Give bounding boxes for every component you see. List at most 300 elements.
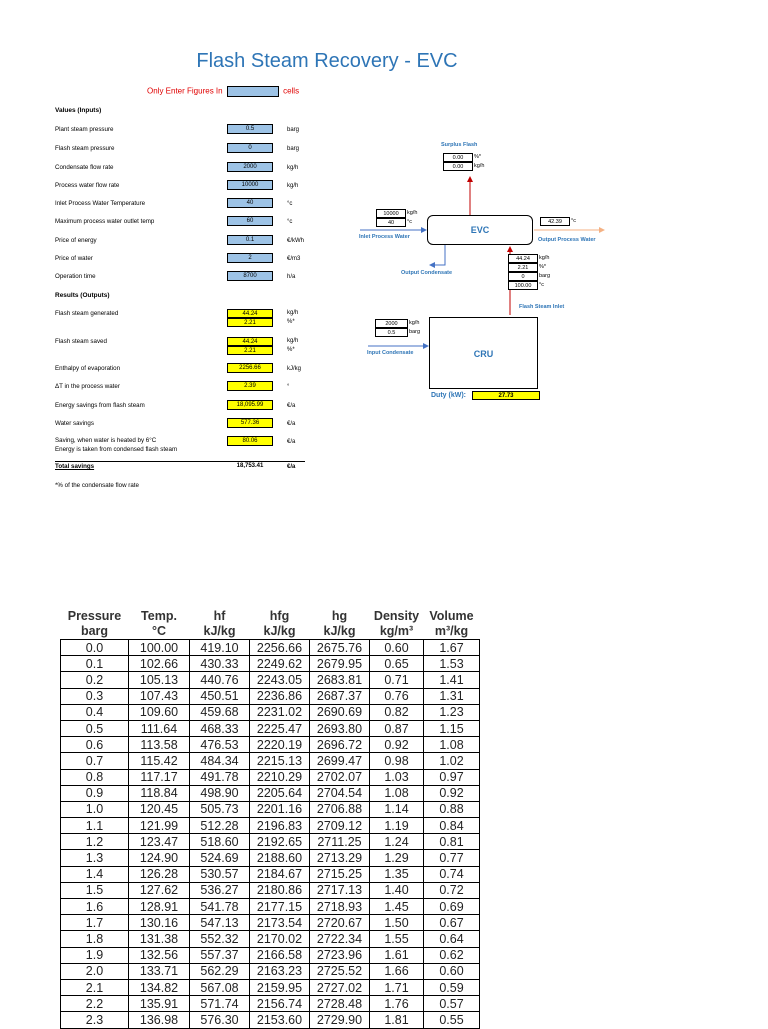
table-cell: 0.67 (424, 915, 480, 931)
table-cell: 576.30 (190, 1012, 250, 1028)
cru-unit: CRU (429, 317, 538, 389)
table-cell: 419.10 (190, 640, 250, 656)
unit-process-water-flow: kg/h (287, 183, 299, 189)
input-plant-steam-pressure[interactable]: 0.5 (227, 124, 273, 134)
table-cell: 1.6 (61, 899, 129, 915)
input-label-plant-steam-pressure: Plant steam pressure (55, 126, 114, 133)
table-cell: 100.00 (129, 640, 190, 656)
flash-inlet-temp-unit: °c (539, 282, 544, 288)
table-cell: 0.59 (424, 979, 480, 995)
input-condensate-flow-unit: kg/h (409, 320, 420, 326)
unit-total: €/a (287, 464, 296, 470)
table-cell: 128.91 (129, 899, 190, 915)
unit-flash-steam-pressure: barg (287, 146, 300, 152)
table-row (61, 672, 480, 688)
table-cell: 562.29 (190, 963, 250, 979)
table-cell: 118.84 (129, 785, 190, 801)
table-cell: 1.03 (370, 769, 424, 785)
table-cell: 1.1 (61, 818, 129, 834)
table-cell: 2249.62 (250, 656, 310, 672)
table-cell: 505.73 (190, 801, 250, 817)
result-flash-saved-kgh: 44.24 (227, 337, 273, 346)
unit-max-outlet-temp: °c (287, 219, 293, 225)
input-operation-time[interactable]: 8700 (227, 271, 273, 281)
table-cell: 0.64 (424, 931, 480, 947)
flash-inlet-kgh: 44.24 (508, 254, 538, 263)
table-cell: 105.13 (129, 672, 190, 688)
header-hf-unit: kJ/kg (203, 624, 236, 638)
table-cell: 2706.88 (310, 801, 370, 817)
unit-flash-saved-kgh: kg/h (287, 338, 299, 344)
duty-value: 27.73 (472, 391, 540, 400)
table-cell: 498.90 (190, 785, 250, 801)
table-cell: 2166.58 (250, 947, 310, 963)
table-row (61, 931, 480, 947)
unit-operation-time: h/a (287, 274, 296, 280)
table-cell: 1.02 (424, 753, 480, 769)
output-water-label: Output Process Water (538, 237, 596, 243)
table-cell: 0.8 (61, 769, 129, 785)
table-row (61, 834, 480, 850)
steam-table (60, 609, 480, 1029)
table-cell: 131.38 (129, 931, 190, 947)
flash-inlet-barg: 0 (508, 272, 538, 281)
table-row (61, 979, 480, 995)
input-label-inlet-water-temp: Inlet Process Water Temperature (55, 200, 146, 207)
table-cell: 1.5 (61, 882, 129, 898)
table-cell: 0.81 (424, 834, 480, 850)
table-cell: 115.42 (129, 753, 190, 769)
unit-flash-generated-pct: %* (287, 319, 295, 325)
table-cell: 2729.90 (310, 1012, 370, 1028)
result-flash-generated-pct: 2.21 (227, 318, 273, 327)
table-cell: 107.43 (129, 688, 190, 704)
table-cell: 0.84 (424, 818, 480, 834)
unit-enthalpy: kJ/kg (287, 366, 302, 372)
table-cell: 111.64 (129, 720, 190, 736)
input-condensate-flow-value: 2000 (375, 319, 408, 328)
header-temp-unit: °C (151, 624, 167, 638)
table-cell: 2153.60 (250, 1012, 310, 1028)
table-cell: 1.53 (424, 656, 480, 672)
table-cell: 547.13 (190, 915, 250, 931)
table-cell: 0.76 (370, 688, 424, 704)
table-row (61, 753, 480, 769)
table-cell: 1.15 (424, 720, 480, 736)
table-cell: 0.1 (61, 656, 129, 672)
unit-flash-saved-pct: %* (287, 347, 295, 353)
page-title: Flash Steam Recovery - EVC (196, 50, 458, 72)
table-cell: 0.5 (61, 720, 129, 736)
flash-inlet-pct-unit: %* (539, 264, 547, 270)
table-cell: 2725.52 (310, 963, 370, 979)
table-cell: 0.72 (424, 882, 480, 898)
table-cell: 2210.29 (250, 769, 310, 785)
result-flash-generated-kgh: 44.24 (227, 309, 273, 318)
result-enthalpy: 2256.66 (227, 363, 273, 373)
result-label-enthalpy: Enthalpy of evaporation (55, 365, 121, 372)
table-cell: 2728.48 (310, 996, 370, 1012)
table-cell: 2713.29 (310, 850, 370, 866)
input-condensate-label: Input Condensate (367, 350, 414, 356)
table-row (61, 899, 480, 915)
table-cell: 2679.95 (310, 656, 370, 672)
table-cell: 127.62 (129, 882, 190, 898)
header-volume: Volume (429, 609, 474, 623)
output-water-temp-unit: °c (571, 218, 576, 224)
table-cell: 124.90 (129, 850, 190, 866)
table-cell: 567.08 (190, 979, 250, 995)
result-energy-savings: 18,095.99 (227, 400, 273, 410)
table-cell: 459.68 (190, 704, 250, 720)
table-cell: 0.88 (424, 801, 480, 817)
table-row (61, 656, 480, 672)
input-note (147, 86, 299, 97)
header-pressure: Pressure (67, 609, 122, 623)
table-cell: 2718.93 (310, 899, 370, 915)
table-cell: 2696.72 (310, 737, 370, 753)
steam-table-body (61, 640, 480, 1029)
table-cell: 541.78 (190, 899, 250, 915)
input-label-operation-time: Operation time (55, 273, 96, 280)
table-cell: 430.33 (190, 656, 250, 672)
table-cell: 0.6 (61, 737, 129, 753)
note-text-after: cells (283, 86, 300, 96)
output-condensate-arrow (430, 245, 445, 265)
table-cell: 109.60 (129, 704, 190, 720)
table-row (61, 688, 480, 704)
table-cell: 2236.86 (250, 688, 310, 704)
result-label-total: Total savings (55, 463, 95, 470)
result-saving-heated: 80.06 (227, 436, 273, 446)
table-cell: 0.4 (61, 704, 129, 720)
table-cell: 1.14 (370, 801, 424, 817)
table-row (61, 850, 480, 866)
result-label-water-savings: Water savings (55, 420, 94, 427)
inlet-water-flow-unit: kg/h (407, 210, 418, 216)
table-cell: 491.78 (190, 769, 250, 785)
table-cell: 1.61 (370, 947, 424, 963)
table-cell: 1.35 (370, 866, 424, 882)
header-hf: hf (213, 609, 226, 623)
table-cell: 1.55 (370, 931, 424, 947)
result-label-energy-savings: Energy savings from flash steam (55, 402, 145, 409)
table-cell: 1.4 (61, 866, 129, 882)
table-row (61, 785, 480, 801)
steam-table-header-row-1 (61, 609, 480, 624)
table-cell: 123.47 (129, 834, 190, 850)
result-total: 18,753.41 (236, 463, 264, 469)
table-cell: 0.97 (424, 769, 480, 785)
table-cell: 1.40 (370, 882, 424, 898)
header-volume-unit: m³/kg (434, 624, 469, 638)
table-cell: 1.45 (370, 899, 424, 915)
table-cell: 0.98 (370, 753, 424, 769)
table-cell: 1.8 (61, 931, 129, 947)
inlet-water-temp: 40 (376, 218, 406, 227)
unit-inlet-water-temp: °c (287, 201, 293, 207)
note-text-before: Only Enter Figures In (147, 86, 223, 96)
table-cell: 552.32 (190, 931, 250, 947)
surplus-flash-pct: 0.00 (443, 153, 473, 162)
table-row (61, 915, 480, 931)
table-cell: 136.98 (129, 1012, 190, 1028)
results-heading: Results (Outputs) (55, 292, 110, 299)
table-cell: 0.69 (424, 899, 480, 915)
flash-inlet-pct: 2.21 (508, 263, 538, 272)
input-condensate-pressure: 0.5 (375, 328, 408, 337)
table-cell: 2704.54 (310, 785, 370, 801)
table-cell: 1.81 (370, 1012, 424, 1028)
table-row (61, 882, 480, 898)
table-cell: 133.71 (129, 963, 190, 979)
table-cell: 0.3 (61, 688, 129, 704)
input-price-water[interactable]: 2 (227, 253, 273, 263)
result-label-delta-t: ΔT in the process water (55, 383, 120, 390)
table-cell: 0.92 (370, 737, 424, 753)
unit-energy-savings: €/a (287, 403, 296, 409)
table-cell: 2180.86 (250, 882, 310, 898)
table-cell: 1.50 (370, 915, 424, 931)
table-cell: 2690.69 (310, 704, 370, 720)
table-cell: 2717.13 (310, 882, 370, 898)
table-cell: 2720.67 (310, 915, 370, 931)
duty-label: Duty (kW): (431, 392, 466, 399)
input-label-price-water: Price of water (55, 255, 93, 262)
table-cell: 1.67 (424, 640, 480, 656)
surplus-flash-kgh: 0.00 (443, 162, 473, 171)
table-cell: 120.45 (129, 801, 190, 817)
table-cell: 0.87 (370, 720, 424, 736)
table-cell: 126.28 (129, 866, 190, 882)
table-cell: 2201.16 (250, 801, 310, 817)
table-cell: 2156.74 (250, 996, 310, 1012)
table-cell: 0.0 (61, 640, 129, 656)
table-cell: 2.3 (61, 1012, 129, 1028)
table-cell: 468.33 (190, 720, 250, 736)
table-cell: 440.76 (190, 672, 250, 688)
table-cell: 0.65 (370, 656, 424, 672)
table-cell: 484.34 (190, 753, 250, 769)
table-cell: 1.08 (370, 785, 424, 801)
table-cell: 2205.64 (250, 785, 310, 801)
table-cell: 2.0 (61, 963, 129, 979)
table-cell: 0.71 (370, 672, 424, 688)
input-cell-swatch (227, 86, 279, 97)
table-cell: 0.60 (370, 640, 424, 656)
result-flash-saved-pct: 2.21 (227, 346, 273, 355)
result-label-saving-heated-2: Energy is taken from condensed flash steam (55, 446, 178, 453)
table-cell: 0.74 (424, 866, 480, 882)
table-cell: 1.29 (370, 850, 424, 866)
input-max-outlet-temp[interactable]: 60 (227, 216, 273, 226)
input-label-max-outlet-temp: Maximum process water outlet temp (55, 218, 155, 225)
table-cell: 2687.37 (310, 688, 370, 704)
table-cell: 2.2 (61, 996, 129, 1012)
footnote: *% of the condensate flow rate (55, 482, 139, 489)
table-cell: 512.28 (190, 818, 250, 834)
table-cell: 2225.47 (250, 720, 310, 736)
output-condensate-label: Output Condensate (401, 270, 453, 276)
input-process-water-flow[interactable]: 10000 (227, 180, 273, 190)
input-label-process-water-flow: Process water flow rate (55, 182, 120, 189)
table-cell: 2711.25 (310, 834, 370, 850)
flash-inlet-barg-unit: barg (539, 273, 551, 279)
table-cell: 1.76 (370, 996, 424, 1012)
result-label-flash-saved: Flash steam saved (55, 338, 107, 345)
unit-condensate-flow: kg/h (287, 165, 299, 171)
table-row (61, 996, 480, 1012)
table-cell: 2188.60 (250, 850, 310, 866)
table-row (61, 818, 480, 834)
table-cell: 2184.67 (250, 866, 310, 882)
table-cell: 2702.07 (310, 769, 370, 785)
table-cell: 135.91 (129, 996, 190, 1012)
table-cell: 1.2 (61, 834, 129, 850)
result-label-flash-generated: Flash steam generated (55, 310, 119, 317)
table-cell: 2675.76 (310, 640, 370, 656)
table-cell: 2215.13 (250, 753, 310, 769)
table-row (61, 704, 480, 720)
input-price-energy[interactable]: 0.1 (227, 235, 273, 245)
table-cell: 2727.02 (310, 979, 370, 995)
table-cell: 0.60 (424, 963, 480, 979)
table-cell: 1.3 (61, 850, 129, 866)
table-cell: 450.51 (190, 688, 250, 704)
table-cell: 130.16 (129, 915, 190, 931)
table-cell: 1.9 (61, 947, 129, 963)
table-cell: 2192.65 (250, 834, 310, 850)
table-cell: 102.66 (129, 656, 190, 672)
header-hg-unit: kJ/kg (323, 624, 356, 638)
table-cell: 0.62 (424, 947, 480, 963)
input-condensate-pressure-unit: barg (409, 329, 421, 335)
total-divider (55, 461, 305, 462)
flash-inlet-label: Flash Steam Inlet (519, 304, 565, 310)
table-cell: 1.66 (370, 963, 424, 979)
table-cell: 530.57 (190, 866, 250, 882)
inlet-water-flow: 10000 (376, 209, 406, 218)
table-cell: 0.92 (424, 785, 480, 801)
table-cell: 0.7 (61, 753, 129, 769)
table-cell: 0.2 (61, 672, 129, 688)
table-cell: 1.24 (370, 834, 424, 850)
table-cell: 571.74 (190, 996, 250, 1012)
inlet-water-label: Inlet Process Water (359, 234, 410, 240)
evc-unit: EVC (427, 215, 533, 245)
table-row (61, 801, 480, 817)
header-hfg: hfg (269, 609, 290, 623)
table-cell: 1.0 (61, 801, 129, 817)
result-label-saving-heated-1: Saving, when water is heated by 6°C (55, 437, 157, 444)
table-cell: 2699.47 (310, 753, 370, 769)
input-label-price-energy: Price of energy (55, 237, 97, 244)
table-cell: 1.71 (370, 979, 424, 995)
table-row (61, 640, 480, 656)
header-density: Density (373, 609, 420, 623)
inputs-heading: Values (Inputs) (55, 107, 102, 114)
table-cell: 2159.95 (250, 979, 310, 995)
table-cell: 2723.96 (310, 947, 370, 963)
header-hg: hg (331, 609, 348, 623)
table-cell: 2173.54 (250, 915, 310, 931)
unit-price-water: €/m3 (287, 256, 301, 262)
table-cell: 524.69 (190, 850, 250, 866)
table-cell: 2722.34 (310, 931, 370, 947)
table-cell: 0.57 (424, 996, 480, 1012)
steam-table-header-row-2 (61, 624, 480, 640)
header-temp: Temp. (141, 609, 177, 623)
unit-water-savings: €/a (287, 421, 296, 427)
table-cell: 2.1 (61, 979, 129, 995)
table-row (61, 720, 480, 736)
surplus-flash-pct-unit: %* (474, 154, 482, 160)
unit-saving-heated: €/a (287, 439, 296, 445)
table-cell: 1.41 (424, 672, 480, 688)
table-cell: 1.19 (370, 818, 424, 834)
table-cell: 518.60 (190, 834, 250, 850)
table-cell: 121.99 (129, 818, 190, 834)
table-cell: 2170.02 (250, 931, 310, 947)
table-cell: 2196.83 (250, 818, 310, 834)
unit-plant-steam-pressure: barg (287, 127, 300, 133)
table-cell: 0.77 (424, 850, 480, 866)
input-label-condensate-flow: Condensate flow rate (55, 164, 114, 171)
table-cell: 2683.81 (310, 672, 370, 688)
output-water-temp: 42.39 (540, 217, 570, 226)
table-cell: 536.27 (190, 882, 250, 898)
surplus-flash-label: Surplus Flash (441, 142, 478, 148)
header-pressure-unit: barg (80, 624, 109, 638)
input-label-flash-steam-pressure: Flash steam pressure (55, 145, 115, 152)
table-row (61, 769, 480, 785)
result-water-savings: 577.36 (227, 418, 273, 428)
input-inlet-water-temp[interactable]: 40 (227, 198, 273, 208)
surplus-flash-kgh-unit: kg/h (474, 163, 485, 169)
table-cell: 117.17 (129, 769, 190, 785)
table-cell: 0.55 (424, 1012, 480, 1028)
unit-price-energy: €/kWh (287, 238, 305, 244)
table-row (61, 963, 480, 979)
input-condensate-flow[interactable]: 2000 (227, 162, 273, 172)
table-cell: 1.31 (424, 688, 480, 704)
table-cell: 2220.19 (250, 737, 310, 753)
input-flash-steam-pressure[interactable]: 0 (227, 143, 273, 153)
table-row (61, 947, 480, 963)
flash-inlet-kgh-unit: kg/h (539, 255, 550, 261)
header-density-unit: kg/m³ (379, 624, 414, 638)
table-cell: 134.82 (129, 979, 190, 995)
table-row (61, 866, 480, 882)
header-hfg-unit: kJ/kg (263, 624, 296, 638)
table-cell: 1.08 (424, 737, 480, 753)
inlet-water-temp-unit: °c (407, 219, 412, 225)
table-cell: 1.23 (424, 704, 480, 720)
table-cell: 557.37 (190, 947, 250, 963)
unit-flash-generated-kgh: kg/h (287, 310, 299, 316)
table-cell: 1.7 (61, 915, 129, 931)
table-cell: 2693.80 (310, 720, 370, 736)
unit-delta-t: ° (287, 384, 290, 390)
table-row (61, 1012, 480, 1028)
table-cell: 0.9 (61, 785, 129, 801)
flash-inlet-temp: 100.00 (508, 281, 538, 290)
table-cell: 2256.66 (250, 640, 310, 656)
table-cell: 132.56 (129, 947, 190, 963)
table-cell: 476.53 (190, 737, 250, 753)
table-row (61, 737, 480, 753)
result-delta-t: 2.39 (227, 381, 273, 391)
